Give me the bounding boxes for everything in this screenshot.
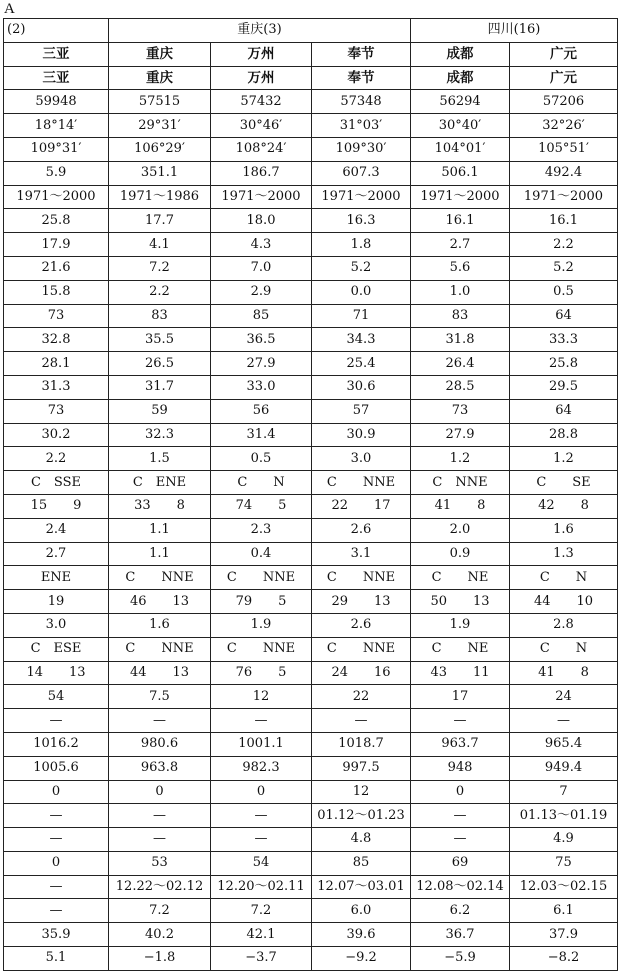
table-cell: 492.4 [510,161,618,185]
table-cell: −3.7 [211,947,312,971]
table-cell: 59948 [4,90,109,114]
table-cell: — [4,709,109,733]
table-cell: 5.1 [4,947,109,971]
table-cell: 73 [4,304,109,328]
table-cell: 57515 [109,90,211,114]
table-cell: C N [510,566,618,590]
table-row [4,447,618,471]
table-cell: 4.3 [211,233,312,257]
table-cell: 29°31′ [109,114,211,138]
table-cell: 16.1 [411,209,510,233]
group-header-row [4,19,618,43]
table-row [4,90,618,114]
table-cell: 30.6 [312,375,411,399]
table-cell: 三亚 [4,66,109,90]
table-cell: 73 [411,399,510,423]
table-row [4,923,618,947]
table-cell: 16.1 [510,209,618,233]
table-cell: 7 [510,780,618,804]
table-cell: 5.2 [312,256,411,280]
table-cell: 19 [4,590,109,614]
table-cell: 57432 [211,90,312,114]
table-cell: C NE [411,566,510,590]
table-cell: 1.8 [312,233,411,257]
table-cell: 42.1 [211,923,312,947]
table-cell: 1971～2000 [411,185,510,209]
table-cell: 重庆 [109,66,211,90]
table-cell: 1.6 [510,518,618,542]
table-cell: 2.3 [211,518,312,542]
table-cell: 43 11 [411,661,510,685]
table-cell: 1.1 [109,518,211,542]
table-cell: 41 8 [411,494,510,518]
table-cell: 28.8 [510,423,618,447]
table-cell: 5.9 [4,161,109,185]
table-cell: — [109,709,211,733]
table-row [4,542,618,566]
table-cell: 108°24′ [211,137,312,161]
table-cell: 83 [411,304,510,328]
table-row [4,137,618,161]
table-cell: 186.7 [211,161,312,185]
table-row [4,756,618,780]
table-cell: 2.0 [411,518,510,542]
table-cell: 109°31′ [4,137,109,161]
table-cell: C NNE [312,471,411,495]
table-cell: 27.9 [411,423,510,447]
table-cell: C NNE [411,471,510,495]
table-cell: 16.3 [312,209,411,233]
table-cell: 35.9 [4,923,109,947]
table-cell: 46 13 [109,590,211,614]
table-row [4,185,618,209]
table-cell: 15 9 [4,494,109,518]
table-cell: 44 13 [109,661,211,685]
table-cell: 44 10 [510,590,618,614]
table-cell: 83 [109,304,211,328]
table-cell: — [4,875,109,899]
table-cell: 71 [312,304,411,328]
table-cell: — [411,709,510,733]
table-cell: 2.4 [4,518,109,542]
table-cell: −1.8 [109,947,211,971]
table-cell: 27.9 [211,352,312,376]
table-cell: 4.1 [109,233,211,257]
table-cell: 351.1 [109,161,211,185]
table-row [4,161,618,185]
table-row [4,804,618,828]
table-cell: 64 [510,399,618,423]
table-cell: 105°51′ [510,137,618,161]
table-cell: — [312,709,411,733]
table-cell: 万州 [211,66,312,90]
table-cell: 0.0 [312,280,411,304]
table-cell: 1971～2000 [510,185,618,209]
table-cell: 30°46′ [211,114,312,138]
table-row [4,352,618,376]
table-cell: 1.2 [411,447,510,471]
table-row [4,518,618,542]
table-cell: 0.4 [211,542,312,566]
table-cell: 36.7 [411,923,510,947]
table-cell: 01.13～01.19 [510,804,618,828]
table-cell: 32°26′ [510,114,618,138]
table-cell: 59 [109,399,211,423]
table-cell: 2.7 [411,233,510,257]
table-cell: 3.0 [312,447,411,471]
table-cell: 53 [109,851,211,875]
table-cell: 1.6 [109,613,211,637]
table-cell: 7.2 [109,899,211,923]
table-cell: 31.7 [109,375,211,399]
table-cell: 6.0 [312,899,411,923]
table-cell: 广元 [510,66,618,90]
table-cell: 949.4 [510,756,618,780]
table-row [4,494,618,518]
table-cell: 5.6 [411,256,510,280]
table-cell: 1.5 [109,447,211,471]
table-cell: 50 13 [411,590,510,614]
table-cell: 18.0 [211,209,312,233]
table-cell: — [109,804,211,828]
table-cell: 56 [211,399,312,423]
table-row [4,66,618,90]
table-cell: 0 [211,780,312,804]
table-row [4,280,618,304]
table-cell: 31.3 [4,375,109,399]
table-cell: 607.3 [312,161,411,185]
table-cell: ENE [4,566,109,590]
table-cell: 1001.1 [211,732,312,756]
table-cell: — [510,709,618,733]
table-cell: 1.2 [510,447,618,471]
table-cell: C NNE [211,637,312,661]
table-cell: C NNE [312,637,411,661]
table-cell: — [4,804,109,828]
table-cell: 4.9 [510,828,618,852]
table-cell: — [411,828,510,852]
table-cell: 三亚 [4,42,109,66]
table-cell: −8.2 [510,947,618,971]
table-row [4,256,618,280]
table-cell: 109°30′ [312,137,411,161]
table-cell: 0.9 [411,542,510,566]
table-cell: 35.5 [109,328,211,352]
table-cell: C N [211,471,312,495]
table-cell: 17.7 [109,209,211,233]
table-cell: 5.2 [510,256,618,280]
table-cell: 42 8 [510,494,618,518]
table-cell: 54 [4,685,109,709]
table-cell: 34.3 [312,328,411,352]
table-cell: 29 13 [312,590,411,614]
table-cell: 22 17 [312,494,411,518]
table-row [4,661,618,685]
table-cell: 26.4 [411,352,510,376]
table-cell: 2.7 [4,542,109,566]
table-cell: 74 5 [211,494,312,518]
table-cell: 506.1 [411,161,510,185]
table-cell: 1971～2000 [4,185,109,209]
table-cell: 36.5 [211,328,312,352]
table-cell: 3.1 [312,542,411,566]
table-cell: 25.8 [4,209,109,233]
table-cell: 39.6 [312,923,411,947]
table-cell: 85 [312,851,411,875]
table-row [4,780,618,804]
table-row [4,304,618,328]
table-cell: 万州 [211,42,312,66]
table-cell: — [4,828,109,852]
table-cell: 1971～2000 [211,185,312,209]
table-cell: 奉节 [312,42,411,66]
table-row [4,637,618,661]
table-cell: 25.8 [510,352,618,376]
table-cell: 31.4 [211,423,312,447]
table-cell: 57206 [510,90,618,114]
table-cell: 2.8 [510,613,618,637]
table-cell: −9.2 [312,947,411,971]
table-cell: — [4,899,109,923]
table-row [4,851,618,875]
table-cell: 980.6 [109,732,211,756]
table-cell: 79 5 [211,590,312,614]
table-cell: 997.5 [312,756,411,780]
group-header-cell: (2) [4,19,109,43]
table-cell: 104°01′ [411,137,510,161]
table-cell: 7.2 [211,899,312,923]
table-cell: 6.2 [411,899,510,923]
table-cell: 29.5 [510,375,618,399]
table-cell: 1.9 [211,613,312,637]
table-cell: 54 [211,851,312,875]
table-cell: 982.3 [211,756,312,780]
table-cell: 33 8 [109,494,211,518]
table-cell: — [211,828,312,852]
table-cell: 1971～2000 [312,185,411,209]
table-cell: C SSE [4,471,109,495]
table-row [4,233,618,257]
table-cell: 1.3 [510,542,618,566]
table-cell: 成都 [411,66,510,90]
table-cell: 12.07～03.01 [312,875,411,899]
table-cell: C NNE [312,566,411,590]
table-cell: 75 [510,851,618,875]
table-cell: 32.8 [4,328,109,352]
table-cell: 15.8 [4,280,109,304]
table-cell: 12.08～02.14 [411,875,510,899]
table-cell: 7.0 [211,256,312,280]
table-cell: 25.4 [312,352,411,376]
table-cell: 965.4 [510,732,618,756]
table-cell: 2.2 [4,447,109,471]
table-cell: 17 [411,685,510,709]
table-row [4,732,618,756]
table-row [4,114,618,138]
table-cell: 30.2 [4,423,109,447]
table-cell: 31°03′ [312,114,411,138]
table-cell: 12 [211,685,312,709]
group-header-cell: 重庆(3) [109,19,411,43]
table-cell: 963.8 [109,756,211,780]
table-cell: 1005.6 [4,756,109,780]
table-row [4,685,618,709]
table-cell: 2.9 [211,280,312,304]
table-row [4,471,618,495]
table-cell: 22 [312,685,411,709]
table-cell: 21.6 [4,256,109,280]
table-cell: 12.03～02.15 [510,875,618,899]
table-cell: 17.9 [4,233,109,257]
table-cell: 28.5 [411,375,510,399]
table-cell: 37.9 [510,923,618,947]
table-cell: 30.9 [312,423,411,447]
table-cell: 2.6 [312,613,411,637]
table-cell: 4.8 [312,828,411,852]
table-row [4,709,618,733]
table-cell: 3.0 [4,613,109,637]
table-cell: 12.22～02.12 [109,875,211,899]
table-cell: 0 [411,780,510,804]
table-cell: 2.2 [109,280,211,304]
table-row [4,399,618,423]
table-cell: 57 [312,399,411,423]
table-row [4,209,618,233]
table-cell: C N [510,637,618,661]
table-cell: 32.3 [109,423,211,447]
table-cell: 963.7 [411,732,510,756]
table-cell: 12 [312,780,411,804]
table-cell: 948 [411,756,510,780]
table-cell: C ENE [109,471,211,495]
table-cell: 106°29′ [109,137,211,161]
table-cell: 28.1 [4,352,109,376]
table-row [4,423,618,447]
table-cell: C NNE [109,566,211,590]
table-cell: — [211,709,312,733]
table-cell: 18°14′ [4,114,109,138]
table-cell: 26.5 [109,352,211,376]
table-cell: 成都 [411,42,510,66]
table-cell: 12.20～02.11 [211,875,312,899]
table-cell: 33.3 [510,328,618,352]
table-cell: 56294 [411,90,510,114]
table-cell: C NNE [109,637,211,661]
table-cell: 24 [510,685,618,709]
table-cell: 40.2 [109,923,211,947]
table-cell: 31.8 [411,328,510,352]
table-cell: 0 [4,780,109,804]
table-cell: — [411,804,510,828]
table-cell: 2.2 [510,233,618,257]
table-row [4,590,618,614]
table-cell: 57348 [312,90,411,114]
table-cell: 85 [211,304,312,328]
table-cell: 33.0 [211,375,312,399]
table-cell: 1.0 [411,280,510,304]
climate-data-table [3,18,618,971]
table-cell: 0 [109,780,211,804]
table-cell: 76 5 [211,661,312,685]
table-cell: 0.5 [211,447,312,471]
table-cell: 7.5 [109,685,211,709]
table-cell: C ESE [4,637,109,661]
table-cell: C NNE [211,566,312,590]
table-row [4,328,618,352]
table-cell: 1.1 [109,542,211,566]
table-cell: −5.9 [411,947,510,971]
table-cell: 14 13 [4,661,109,685]
table-cell: 重庆 [109,42,211,66]
table-cell: 0 [4,851,109,875]
table-row [4,875,618,899]
corner-label: A [4,1,15,17]
table-cell: — [109,828,211,852]
table-row [4,566,618,590]
table-row [4,947,618,971]
group-header-cell: 四川(16) [411,19,618,43]
table-cell: 73 [4,399,109,423]
table-cell: 1.9 [411,613,510,637]
table-cell: 0.5 [510,280,618,304]
table-row [4,375,618,399]
table-cell: 69 [411,851,510,875]
table-cell: 广元 [510,42,618,66]
table-cell: C SE [510,471,618,495]
table-cell: 6.1 [510,899,618,923]
table-cell: — [211,804,312,828]
table-row [4,828,618,852]
table-cell: 1018.7 [312,732,411,756]
table-cell: C NE [411,637,510,661]
table-cell: 7.2 [109,256,211,280]
table-cell: 奉节 [312,66,411,90]
table-row [4,42,618,66]
table-cell: 30°40′ [411,114,510,138]
table-row [4,613,618,637]
table-cell: 1971～1986 [109,185,211,209]
table-cell: 2.6 [312,518,411,542]
table-cell: 1016.2 [4,732,109,756]
table-cell: 01.12～01.23 [312,804,411,828]
table-cell: 64 [510,304,618,328]
table-row [4,899,618,923]
table-cell: 41 8 [510,661,618,685]
table-cell: 24 16 [312,661,411,685]
